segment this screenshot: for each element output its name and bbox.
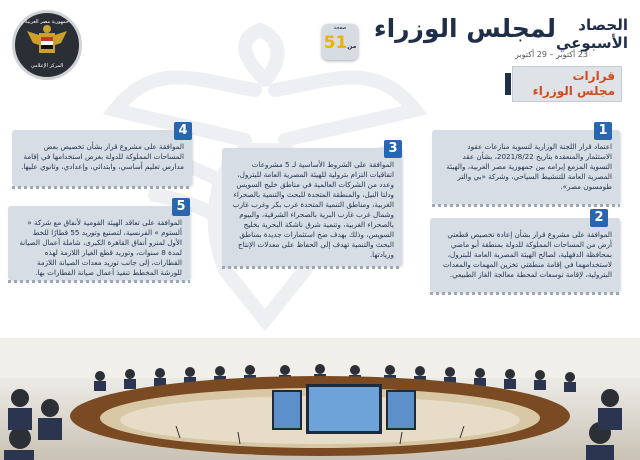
card-text: الموافقة على مشروع قرار بشأن تخصيص بعض المساحات المملوكة للدولة بغرض استخدامها في إقامة مدارس تعليم أساسي، وابتدائي، وإعدادي، وثانوي عليها.	[21, 142, 184, 171]
logo-top-text: جمهورية مصر العربية	[25, 19, 69, 25]
card-text: الموافقة على الشروط الأساسية لـ 5 مشروعات اتفاقيات التزام بترولية للهيئة المصرية العامة للبترول، وعدد من الشركات العالمية في مناطق خليج السويس ودلتا النيل، والمنطقة المتحدة للبحث والتنمية بالصحراء الغربية، ومناطق التنمية المتحدة غرب بكر وغرب غارب وشمال غرب غارب البرية بالصحراء الشرقية، والبيوم بالصحراء الغربية، وتنمية شرق ناشكة البحرية بخليج السويس، وذلك بهدف ضخ استثمارات جديدة بمناطق البحث والتنمية تهدف إلى الحفاظ على معدلات الإنتاج وزيادتها.	[232, 160, 394, 259]
cabinet-meeting-photo	[0, 338, 640, 460]
section-tag-text: قرارات مجلس الوزراء	[532, 69, 615, 98]
card-text: اعتماد قرار اللجنة الوزارية لتسوية منازعات عقود الاستثمار والمنعقدة بتاريخ 2021/8/22، بشأن عقد التسوية المزمع إبرامه بين جمهورية مصر العربية، والهيئة المصرية العامة للتنشيط السياحي، وشركة «بي والتر طومسون مصر».	[446, 142, 612, 191]
decision-card-4	[12, 130, 192, 186]
page-title: لمجلس الوزراء	[373, 14, 556, 43]
card-text: الموافقة على تعاقد الهيئة القومية لأنفاق مع شركة « ألستوم » الفرنسية، لتصنيع وتوريد 55 قطارًا للخط الأول لمترو أنفاق القاهرة الكبرى، شاملة أعمال الصيانة لمدة 8 سنوات، وتوريد قطع الغيار اللازمة لهذه القطارات، إلى جانب توريد معدات الصيانة اللازمة للورشة المخطط تنفيذ أعمال صيانة القطارات بها.	[19, 218, 182, 277]
card-number-1: 1	[594, 122, 612, 140]
card-text: الموافقة على مشروع قرار بشأن إعادة تخصيص قطعتي أرض من المساحات المملوكة للدولة بمنطقة أبو ماضي بمحافظة الدقهلية، لصالح الهيئة المصرية العامة للبترول، لاستخدامهما في إقامة منطقتي تخزين المهمات والمعدات البترولية، لإقامة توسعات لمحطة معالجة الغاز الطبيعي.	[442, 230, 612, 279]
card-number-2: 2	[590, 209, 608, 227]
card-number-4: 4	[174, 122, 192, 140]
card-number-5: 5	[172, 198, 190, 216]
decision-card-3	[222, 148, 402, 266]
decision-card-5	[8, 206, 190, 280]
decision-card-1	[432, 130, 620, 204]
date-range: 23 أكتوبر – 29 أكتوبر	[515, 50, 588, 59]
page-indicator	[322, 24, 358, 60]
card-number-3: 3	[384, 140, 402, 158]
page-label: صفحة	[333, 25, 347, 31]
header-title-small: الحصاد الأسبوعي	[555, 16, 628, 52]
page-number: 5 من1	[323, 33, 357, 53]
section-tag	[512, 66, 622, 102]
tag-accent-bar	[505, 73, 511, 95]
meeting-room-illustration	[0, 338, 640, 460]
header-title-line2: الأسبوعي	[555, 34, 628, 52]
logo-bottom-text: المركز الإعلامي	[30, 63, 64, 69]
egypt-cabinet-logo	[12, 10, 82, 80]
decision-card-2	[430, 218, 620, 292]
